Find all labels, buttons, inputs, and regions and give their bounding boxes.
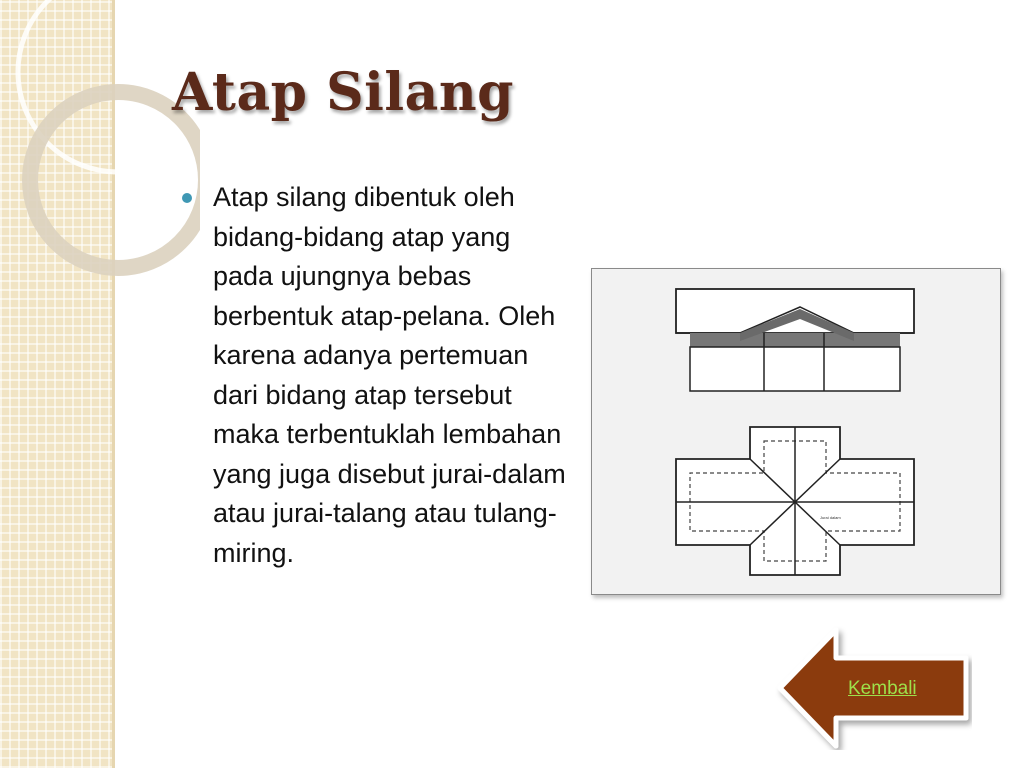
roof-diagram-drawing <box>592 269 1000 594</box>
elevation-eave-shading <box>690 333 900 347</box>
decorative-circles <box>0 0 200 320</box>
elevation-wall <box>690 347 900 391</box>
back-button[interactable] <box>772 624 972 750</box>
slide-title: Atap Silang <box>172 62 515 123</box>
bullet-dot <box>182 193 192 203</box>
plan-small-label: Jurai dalam <box>820 515 841 520</box>
body-paragraph: Atap silang dibentuk oleh bidang-bidang atap yang pada ujungnya bebas berbentuk atap-pelana. Oleh karena adanya pertemuan dari bidang atap tersebut maka terbentuklah lembahan yang juga disebut jurai-dalam atau jurai-talang atau tulang-miring. <box>213 182 566 568</box>
back-button-label[interactable]: Kembali <box>848 678 917 699</box>
roof-diagram <box>591 268 1001 595</box>
